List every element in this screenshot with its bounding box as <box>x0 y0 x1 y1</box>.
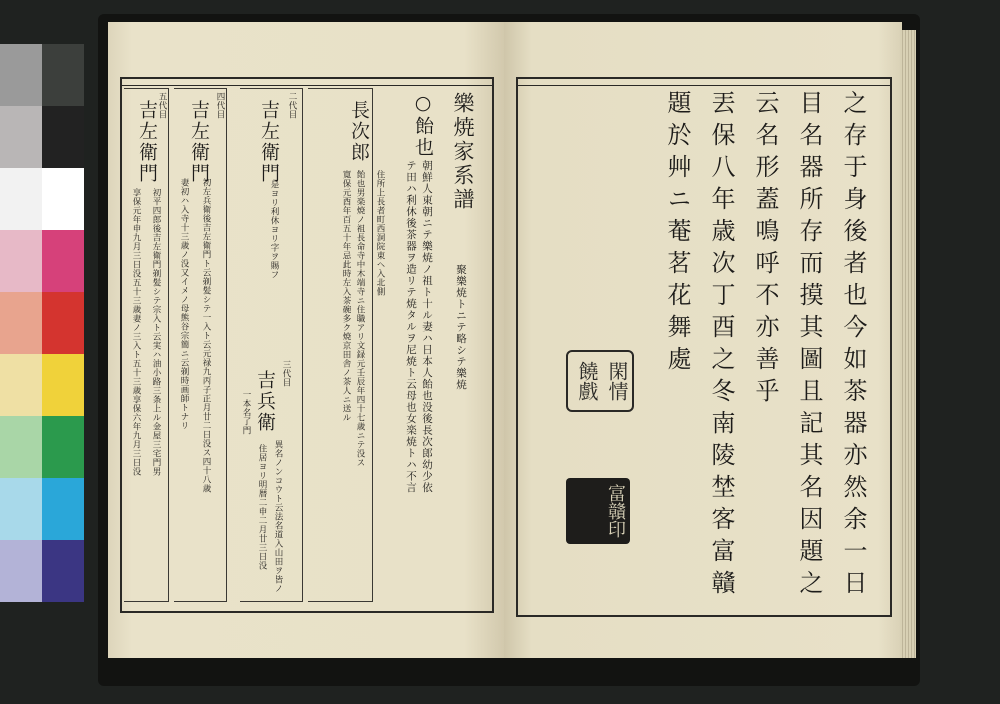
color-chip <box>0 168 42 230</box>
color-chip <box>42 292 84 354</box>
entry-text: 飴也男楽焼ノ祖長命寺中木端寺ニ住職アリ文録元壬辰年四十七歳ニテ没ス <box>355 170 365 467</box>
generation-label: 三代目 <box>281 360 291 387</box>
entry-text: 初左兵衛後吉左衛門ト云剃髪シテ一入ト云元禄九丙子正月廿二日没ス四十八歳 <box>201 178 211 493</box>
color-chip <box>0 106 42 168</box>
color-chip <box>42 44 84 106</box>
preface-column: 目名器所存而摸其圖且記其名因題之 <box>795 90 823 602</box>
entry-name-kichizaemon-5: 吉左衛門 <box>136 100 158 184</box>
preface-column: 丟保八年歳次丁酉之冬南陵埜客富贛 <box>707 90 735 602</box>
color-calibration-chart <box>0 44 84 604</box>
entry-text: 妻初ハ入寺十三歳ノ没又イメノ母熊谷宗簡ニ云剃時画師トナリ <box>179 178 189 430</box>
seal-outline: 閑情饒戲 <box>566 350 634 412</box>
generation-label: 四代目 <box>215 92 225 119</box>
entry-text: 住居ヨリ明暦二申二月廿三日没 <box>257 444 267 570</box>
entry-text: 是ヨリ利休ヨリ字ヲ賜フ <box>269 180 279 279</box>
generation-label: 二代目 <box>287 92 297 119</box>
color-chip <box>0 540 42 602</box>
color-chip <box>42 540 84 602</box>
generation-label: 五代目 <box>157 92 167 119</box>
color-chip <box>0 478 42 540</box>
color-chip <box>42 168 84 230</box>
preface-column: 題於艸ニ菴茗花舞處 <box>663 90 691 378</box>
frame-inner-rule <box>518 85 890 86</box>
color-chip <box>0 44 42 106</box>
entry-text: 享保元年申九月三日没五十三歳妻ノ三入ト五十三歳享保六年九月三日没 <box>131 188 141 476</box>
preface-column: 之存于身後者也今如茶器亦然余一日 <box>839 90 867 602</box>
color-chip <box>0 230 42 292</box>
color-chip <box>42 478 84 540</box>
color-chip <box>0 292 42 354</box>
entry-note: 一本名了門 <box>241 390 251 435</box>
color-chip <box>42 416 84 478</box>
entry-text: テ田ハ利休後茶器ヲ造リテ焼タルヲ尼焼ト云母也女楽焼トハ不言 <box>405 160 417 494</box>
entry-text: 初平四郎後吉左衛門剃髪シテ宗入ト云実ハ油小路三条上ル金屋三宅門男 <box>151 188 161 476</box>
entry-name-kichibei: 吉兵衛 <box>254 370 276 433</box>
frame-inner-rule <box>122 85 492 86</box>
entry-text: 寛保元酉年百五十年忌此時左入茶碗多ク焼京田舎ノ茶人ニ送ル <box>341 170 351 422</box>
color-chip <box>42 354 84 416</box>
seal-solid: 富贛印 <box>566 478 630 544</box>
entry-text: 朝鮮人東朝ニテ樂焼ノ祖ト十ル妻ハ日本人飴也没後長次郎幼少依 <box>421 160 433 494</box>
color-chip <box>42 106 84 168</box>
entry-text: 住所上長者町西洞院東ヘ入北側 <box>375 170 385 296</box>
entry-name-kichizaemon-4: 吉左衛門 <box>188 100 210 184</box>
color-chip <box>0 354 42 416</box>
genealogy-subtitle: 聚樂焼トニテ略シテ樂焼 <box>455 264 467 391</box>
color-chip <box>42 230 84 292</box>
color-chip <box>0 416 42 478</box>
entry-text: 異名ノンコウト云法名道入山田ヲ皆ノ <box>273 440 283 593</box>
preface-column: 云名形蓋鳴呼不亦善乎 <box>751 90 779 410</box>
entry-name-ameya: ○飴也 <box>412 92 434 158</box>
entry-name-kichizaemon-2: 吉左衛門 <box>258 100 280 184</box>
page-edges <box>900 30 916 658</box>
entry-name-chojiro: 長次郎 <box>348 100 370 163</box>
genealogy-title: 樂焼家系譜 <box>451 92 475 212</box>
